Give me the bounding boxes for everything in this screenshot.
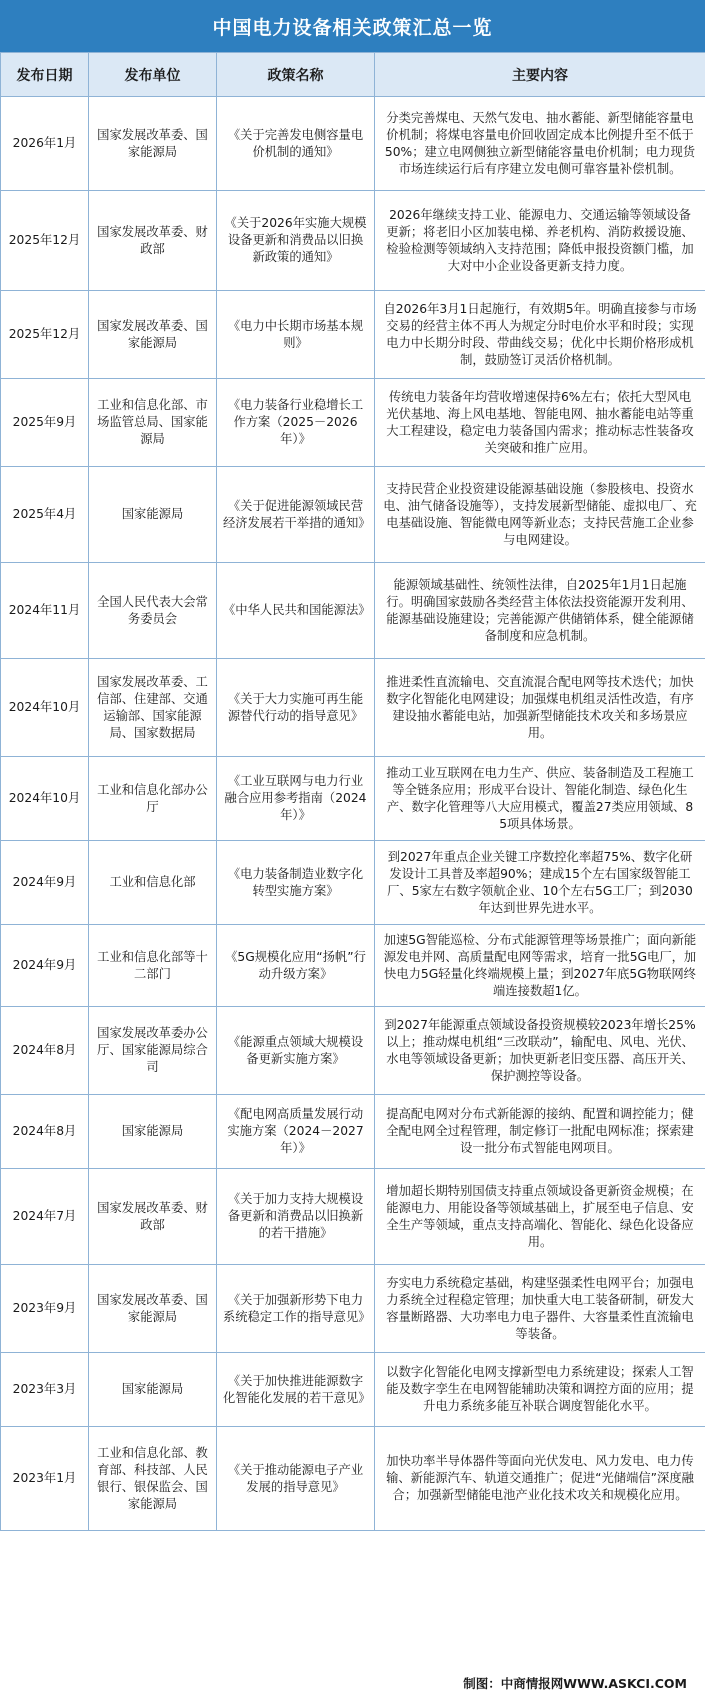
- cell-content: 2026年继续支持工业、能源电力、交通运输等领域设备更新；将老旧小区加装电梯、养老机构、消防救援设施、检验检测等领域纳入支持范围；降低申报投资额门槛，加大对中小企业设备更新支持力度。: [375, 191, 705, 291]
- cell-date: 2024年10月: [1, 659, 89, 757]
- cell-date: 2024年9月: [1, 841, 89, 925]
- cell-org: 国家发展改革委办公厅、国家能源局综合司: [89, 1007, 217, 1095]
- header-org: 发布单位: [89, 53, 217, 97]
- table-row: [1, 97, 705, 191]
- cell-date: 2024年9月: [1, 925, 89, 1007]
- table-row: [1, 1427, 705, 1531]
- table-row: [1, 291, 705, 379]
- cell-org: 全国人民代表大会常务委员会: [89, 563, 217, 659]
- cell-org: 工业和信息化部: [89, 841, 217, 925]
- header-content: 主要内容: [375, 53, 705, 97]
- cell-date: 2024年10月: [1, 757, 89, 841]
- cell-name: 《关于大力实施可再生能源替代行动的指导意见》: [217, 659, 375, 757]
- cell-name: 《关于促进能源领域民营经济发展若干举措的通知》: [217, 467, 375, 563]
- cell-date: 2025年12月: [1, 291, 89, 379]
- cell-content: 推动工业互联网在电力生产、供应、装备制造及工程施工等全链条应用；形成平台设计、智能化制造、绿色化生产、数字化管理等八大应用模式，覆盖27类应用领域、85项具体场景。: [375, 757, 705, 841]
- table-body: [1, 97, 705, 1531]
- cell-content: 到2027年能源重点领域设备投资规模较2023年增长25%以上；推动煤电机组“三改联动”，输配电、风电、光伏、水电等领域设备更新；加快更新老旧变压器、高压开关、保护测控等设备。: [375, 1007, 705, 1095]
- table-row: [1, 563, 705, 659]
- cell-content: 支持民营企业投资建设能源基础设施（参股核电、投资水电、油气储备设施等），支持发展新型储能、虚拟电厂、充电基础设施、智能微电网等新业态；支持民营施工企业参与电网建设。: [375, 467, 705, 563]
- cell-org: 工业和信息化部等十二部门: [89, 925, 217, 1007]
- cell-name: 《电力中长期市场基本规则》: [217, 291, 375, 379]
- header-policy-name: 政策名称: [217, 53, 375, 97]
- cell-date: 2025年4月: [1, 467, 89, 563]
- source-credit: 制图：中商情报网WWW.ASKCI.COM: [463, 1676, 687, 1691]
- cell-content: 以数字化智能化电网支撑新型电力系统建设；探索人工智能及数字孪生在电网智能辅助决策和调控方面的应用；提升电力系统多能互补联合调度智能化水平。: [375, 1353, 705, 1427]
- header-date: 发布日期: [1, 53, 89, 97]
- cell-name: 《中华人民共和国能源法》: [217, 563, 375, 659]
- cell-name: 《关于加力支持大规模设备更新和消费品以旧换新的若干措施》: [217, 1169, 375, 1265]
- table-row: [1, 1169, 705, 1265]
- cell-name: 《关于2026年实施大规模设备更新和消费品以旧换新政策的通知》: [217, 191, 375, 291]
- table-row: [1, 1007, 705, 1095]
- cell-org: 国家发展改革委、国家能源局: [89, 97, 217, 191]
- cell-name: 《关于加快推进能源数字化智能化发展的若干意见》: [217, 1353, 375, 1427]
- cell-org: 国家能源局: [89, 1095, 217, 1169]
- cell-date: 2024年7月: [1, 1169, 89, 1265]
- header-row: [1, 53, 705, 97]
- table-row: [1, 925, 705, 1007]
- cell-content: 分类完善煤电、天然气发电、抽水蓄能、新型储能容量电价机制；将煤电容量电价回收固定成本比例提升至不低于50%；建立电网侧独立新型储能容量电价机制；电力现货市场连续运行后有序建立发电侧可靠容量补偿机制。: [375, 97, 705, 191]
- cell-name: 《配电网高质量发展行动实施方案（2024－2027年）》: [217, 1095, 375, 1169]
- cell-content: 加快功率半导体器件等面向光伏发电、风力发电、电力传输、新能源汽车、轨道交通推广；促进“光储端信”深度融合；加强新型储能电池产业化技术攻关和规模化应用。: [375, 1427, 705, 1531]
- cell-date: 2024年11月: [1, 563, 89, 659]
- table-row: [1, 1095, 705, 1169]
- cell-content: 推进柔性直流输电、交直流混合配电网等技术迭代；加快数字化智能化电网建设；加强煤电机组灵活性改造，有序建设抽水蓄能电站，加强新型储能技术攻关和多场景应用。: [375, 659, 705, 757]
- cell-name: 《关于加强新形势下电力系统稳定工作的指导意见》: [217, 1265, 375, 1353]
- cell-date: 2023年1月: [1, 1427, 89, 1531]
- cell-date: 2025年12月: [1, 191, 89, 291]
- cell-name: 《电力装备制造业数字化转型实施方案》: [217, 841, 375, 925]
- cell-date: 2024年8月: [1, 1007, 89, 1095]
- cell-content: 能源领域基础性、统领性法律，自2025年1月1日起施行。明确国家鼓励各类经营主体依法投资能源开发利用、能源基础设施建设；完善能源产供储销体系，健全能源储备制度和应急机制。: [375, 563, 705, 659]
- cell-date: 2023年9月: [1, 1265, 89, 1353]
- cell-date: 2023年3月: [1, 1353, 89, 1427]
- table-row: [1, 1353, 705, 1427]
- cell-org: 国家能源局: [89, 467, 217, 563]
- cell-org: 国家能源局: [89, 1353, 217, 1427]
- table-row: [1, 379, 705, 467]
- cell-name: 《关于推动能源电子产业发展的指导意见》: [217, 1427, 375, 1531]
- cell-name: 《工业互联网与电力行业融合应用参考指南（2024年）》: [217, 757, 375, 841]
- cell-date: 2024年8月: [1, 1095, 89, 1169]
- cell-content: 提高配电网对分布式新能源的接纳、配置和调控能力；健全配电网全过程管理，制定修订一批配电网标准；探索建设一批分布式智能电网项目。: [375, 1095, 705, 1169]
- cell-org: 国家发展改革委、国家能源局: [89, 1265, 217, 1353]
- cell-org: 工业和信息化部、教育部、科技部、人民银行、银保监会、国家能源局: [89, 1427, 217, 1531]
- cell-org: 国家发展改革委、财政部: [89, 1169, 217, 1265]
- cell-content: 夯实电力系统稳定基础，构建坚强柔性电网平台；加强电力系统全过程稳定管理；加快重大电工装备研制，研发大容量断路器、大功率电力电子器件、大容量柔性直流输电等装备。: [375, 1265, 705, 1353]
- page-title: 中国电力设备相关政策汇总一览: [0, 0, 705, 52]
- cell-name: 《电力装备行业稳增长工作方案（2025－2026年）》: [217, 379, 375, 467]
- table-row: [1, 1265, 705, 1353]
- cell-date: 2026年1月: [1, 97, 89, 191]
- cell-name: 《能源重点领域大规模设备更新实施方案》: [217, 1007, 375, 1095]
- table-row: [1, 757, 705, 841]
- table-row: [1, 191, 705, 291]
- cell-org: 国家发展改革委、财政部: [89, 191, 217, 291]
- cell-content: 到2027年重点企业关键工序数控化率超75%、数字化研发设计工具普及率超90%；建成15个左右国家级智能工厂、5家左右数字领航企业、10个左右5G工厂；到2030年达到世界先进水平。: [375, 841, 705, 925]
- cell-org: 国家发展改革委、国家能源局: [89, 291, 217, 379]
- cell-content: 增加超长期特别国债支持重点领域设备更新资金规模；在能源电力、用能设备等领域基础上，扩展至电子信息、安全生产等领域，重点支持高端化、智能化、绿色化设备应用。: [375, 1169, 705, 1265]
- table-row: [1, 467, 705, 563]
- cell-org: 工业和信息化部办公厅: [89, 757, 217, 841]
- cell-name: 《关于完善发电侧容量电价机制的通知》: [217, 97, 375, 191]
- cell-org: 国家发展改革委、工信部、住建部、交通运输部、国家能源局、国家数据局: [89, 659, 217, 757]
- cell-date: 2025年9月: [1, 379, 89, 467]
- cell-org: 工业和信息化部、市场监管总局、国家能源局: [89, 379, 217, 467]
- policy-table: [0, 52, 705, 1531]
- table-row: [1, 659, 705, 757]
- cell-content: 传统电力装备年均营收增速保持6%左右；依托大型风电光伏基地、海上风电基地、智能电网、抽水蓄能电站等重大工程建设，稳定电力装备国内需求；推动标志性装备攻关突破和推广应用。: [375, 379, 705, 467]
- cell-content: 自2026年3月1日起施行，有效期5年。明确直接参与市场交易的经营主体不再人为规定分时电价水平和时段；实现电力中长期分时段、带曲线交易；优化中长期价格形成机制，鼓励签订灵活价格机制。: [375, 291, 705, 379]
- cell-content: 加速5G智能巡检、分布式能源管理等场景推广；面向新能源发电并网、高质量配电网等需求，培育一批5G电厂，加快电力5G轻量化终端规模上量；到2027年底5G物联网终端连接数超1亿。: [375, 925, 705, 1007]
- cell-name: 《5G规模化应用“扬帆”行动升级方案》: [217, 925, 375, 1007]
- table-row: [1, 841, 705, 925]
